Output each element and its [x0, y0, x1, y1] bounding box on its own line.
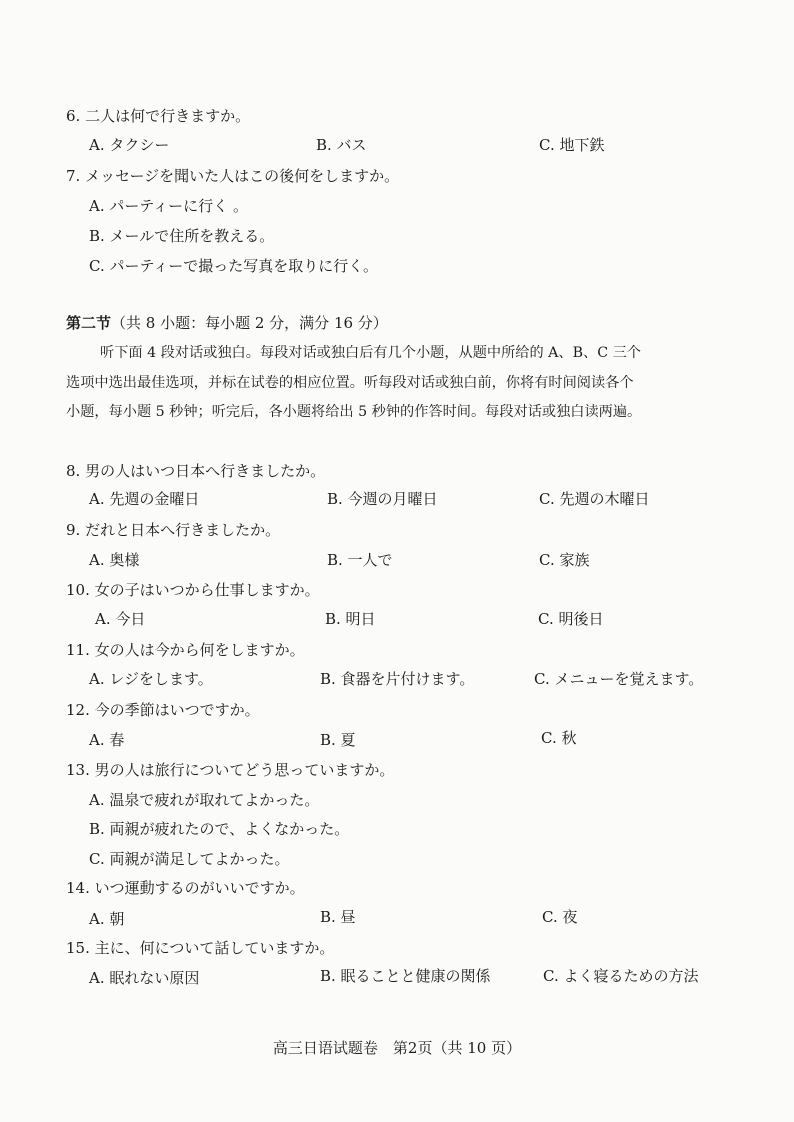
option-10a: A. 今日 [95, 610, 146, 628]
option-11c: C. メニューを覚えます。 [534, 670, 704, 688]
option-12a: A. 春 [89, 731, 125, 749]
question-14: 14. いつ運動するのがいいですか。 [66, 879, 305, 897]
option-13a: A. 温泉で疲れが取れてよかった。 [89, 791, 320, 809]
instructions-line-2: 选项中选出最佳选项，并标在试卷的相应位置。听每段对话或独白前，你将有时间阅读各个 [66, 375, 634, 391]
question-7: 7. メッセージを聞いた人はこの後何をしますか。 [66, 167, 400, 185]
option-10c: C. 明後日 [538, 610, 604, 628]
option-6c: C. 地下鉄 [539, 136, 605, 154]
option-13b: B. 両親が疲れたので、よくなかった。 [89, 820, 350, 838]
option-13c: C. 両親が満足してよかった。 [89, 850, 290, 868]
option-7b: B. メールで住所を教える。 [89, 227, 275, 245]
option-10b: B. 明日 [325, 610, 376, 628]
question-11: 11. 女の人は今から何をしますか。 [66, 641, 305, 659]
question-12: 12. 今の季節はいつですか。 [66, 701, 260, 719]
option-15b: B. 眠ることと健康の関係 [320, 967, 491, 985]
instructions-line-3: 小题，每小题 5 秒钟；听完后，各小题将给出 5 秒钟的作答时间。每段对话或独白读两遍。 [66, 404, 642, 420]
option-11a: A. レジをします。 [89, 670, 213, 688]
option-8c: C. 先週の木曜日 [539, 490, 650, 508]
question-6: 6. 二人は何で行きますか。 [66, 107, 251, 125]
question-10: 10. 女の子はいつから仕事しますか。 [66, 581, 320, 599]
option-9c: C. 家族 [539, 551, 590, 569]
section-note: （共 8 小题：每小题 2 分，满分 16 分） [111, 314, 388, 332]
option-14b: B. 昼 [320, 908, 356, 926]
option-12b: B. 夏 [320, 731, 356, 749]
question-15: 15. 主に、何について話していますか。 [66, 939, 335, 957]
option-7a: A. パーティーに行く 。 [89, 197, 248, 215]
option-9a: A. 奥様 [89, 551, 140, 569]
option-8b: B. 今週の月曜日 [327, 490, 438, 508]
section-title: 第二节 [66, 314, 112, 332]
option-12c: C. 秋 [541, 729, 577, 747]
option-6b: B. バス [316, 136, 367, 154]
question-8: 8. 男の人はいつ日本へ行きましたか。 [66, 462, 326, 480]
instructions-line-1: 听下面 4 段对话或独白。每段对话或独白后有几个小题，从题中所给的 A、B、C 三个 [100, 345, 641, 361]
option-14c: C. 夜 [542, 908, 578, 926]
option-11b: B. 食器を片付けます。 [320, 670, 475, 688]
page-footer: 高三日语试题卷 第2页（共 10 页） [272, 1039, 522, 1057]
option-14a: A. 朝 [89, 910, 125, 928]
option-7c: C. パーティーで撮った写真を取りに行く。 [89, 257, 378, 275]
option-15a: A. 眠れない原因 [89, 969, 200, 987]
option-6a: A. タクシー [89, 136, 170, 154]
option-15c: C. よく寝るための方法 [543, 967, 699, 985]
option-9b: B. 一人で [327, 551, 393, 569]
section-heading [66, 312, 388, 333]
option-8a: A. 先週の金曜日 [89, 490, 200, 508]
question-9: 9. だれと日本へ行きましたか。 [66, 521, 281, 539]
question-13: 13. 男の人は旅行についてどう思っていますか。 [66, 761, 395, 779]
